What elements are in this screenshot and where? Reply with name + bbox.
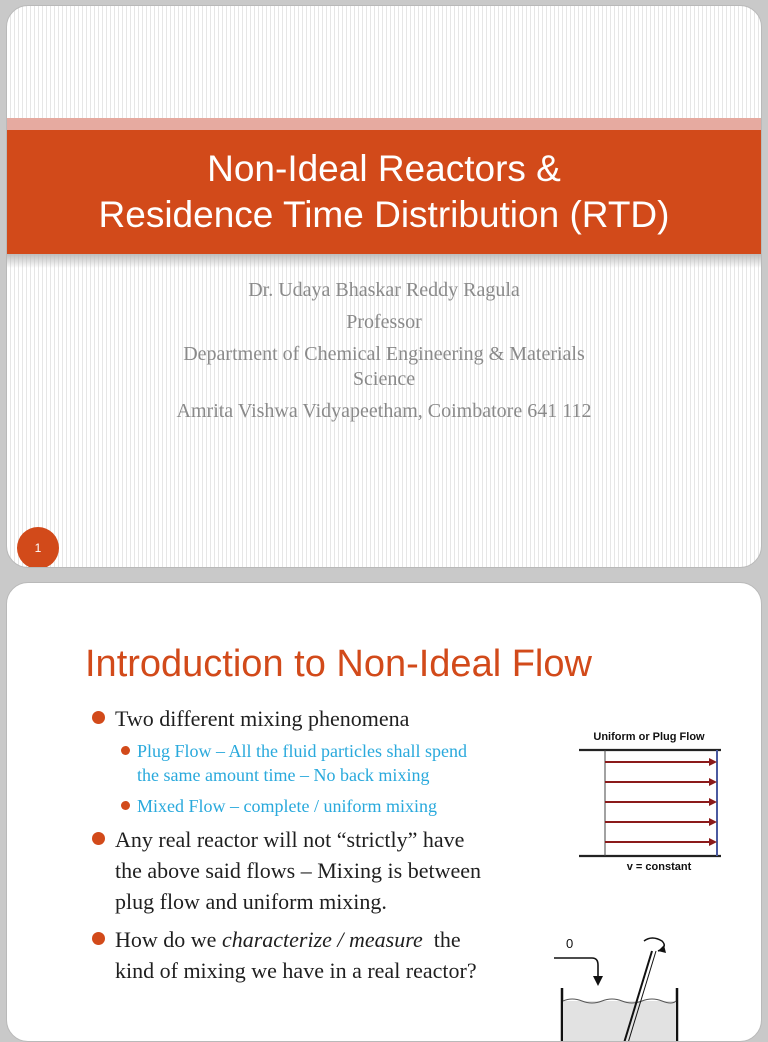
- bullet-text-pre: How do we: [115, 927, 222, 952]
- inlet-label: 0: [566, 936, 574, 951]
- slide-title: Introduction to Non-Ideal Flow: [85, 643, 592, 685]
- arrow-head-icon: [709, 758, 717, 766]
- title-band-shadow: [7, 254, 761, 268]
- bullet-dot-icon: [92, 832, 105, 845]
- bullet-text: Two different mixing phenomena: [115, 706, 410, 731]
- sub-bullet-text-line-1: Plug Flow – All the fluid particles shall spend: [137, 741, 467, 761]
- institution: Amrita Vishwa Vidyapeetham, Coimbatore 641 112: [176, 400, 592, 422]
- inlet-pipe: [554, 958, 598, 978]
- sub-bullet-text-line-2: the same amount time – No back mixing: [137, 765, 430, 785]
- bullet-text-line-2: the above said flows – Mixing is between: [115, 858, 481, 883]
- inlet-arrow-icon: [593, 976, 603, 986]
- arrow-head-icon: [709, 818, 717, 826]
- bullet-text-line-3: plug flow and uniform mixing.: [115, 889, 387, 914]
- bullet-item: [115, 703, 409, 734]
- bullet-item: [115, 824, 481, 917]
- flow-arrows: [605, 758, 717, 846]
- plug-flow-figure-title: Uniform or Plug Flow: [593, 731, 705, 743]
- department-line-2: Science: [352, 368, 416, 390]
- bullet-text-post: the: [422, 927, 461, 952]
- arrow-head-icon: [709, 838, 717, 846]
- bullet-dot-icon: [121, 801, 130, 810]
- bullet-item: [115, 924, 477, 986]
- author-position: Professor: [346, 311, 422, 333]
- bullet-text-emphasis: characterize / measure: [221, 927, 423, 952]
- author-name: Dr. Udaya Bhaskar Reddy Ragula: [248, 279, 520, 301]
- sub-bullet-text: Mixed Flow – complete / uniform mixing: [137, 796, 437, 816]
- bullet-dot-icon: [92, 932, 105, 945]
- bullet-text-line-1: Any real reactor will not “strictly” have: [115, 827, 465, 852]
- bullet-dot-icon: [92, 711, 105, 724]
- bullet-text-line-1: [115, 924, 477, 955]
- department-line-1: Department of Chemical Engineering & Materials: [183, 343, 585, 365]
- arrow-head-icon: [709, 798, 717, 806]
- bullet-dot-icon: [121, 746, 130, 755]
- title-band: [7, 130, 761, 254]
- bullet-text-line-2: kind of mixing we have in a real reactor?: [115, 958, 477, 983]
- sub-bullet-item: [137, 794, 437, 818]
- plug-flow-figure-caption: v = constant: [626, 861, 692, 873]
- stirred-tank-diagram: [552, 933, 702, 1042]
- plug-flow-diagram: [571, 729, 727, 879]
- slide-title-line-2: Residence Time Distribution (RTD): [98, 194, 670, 235]
- title-slide: [6, 5, 762, 568]
- sub-bullet-item: [137, 739, 467, 787]
- slide-number-badge: 1: [17, 527, 59, 568]
- arrow-head-icon: [709, 778, 717, 786]
- content-slide: [6, 582, 762, 1042]
- title-band-accent: [7, 118, 761, 130]
- tank-liquid: [563, 1001, 676, 1042]
- slide-title-line-1: Non-Ideal Reactors &: [207, 148, 561, 189]
- slide-subtitle: [47, 278, 721, 431]
